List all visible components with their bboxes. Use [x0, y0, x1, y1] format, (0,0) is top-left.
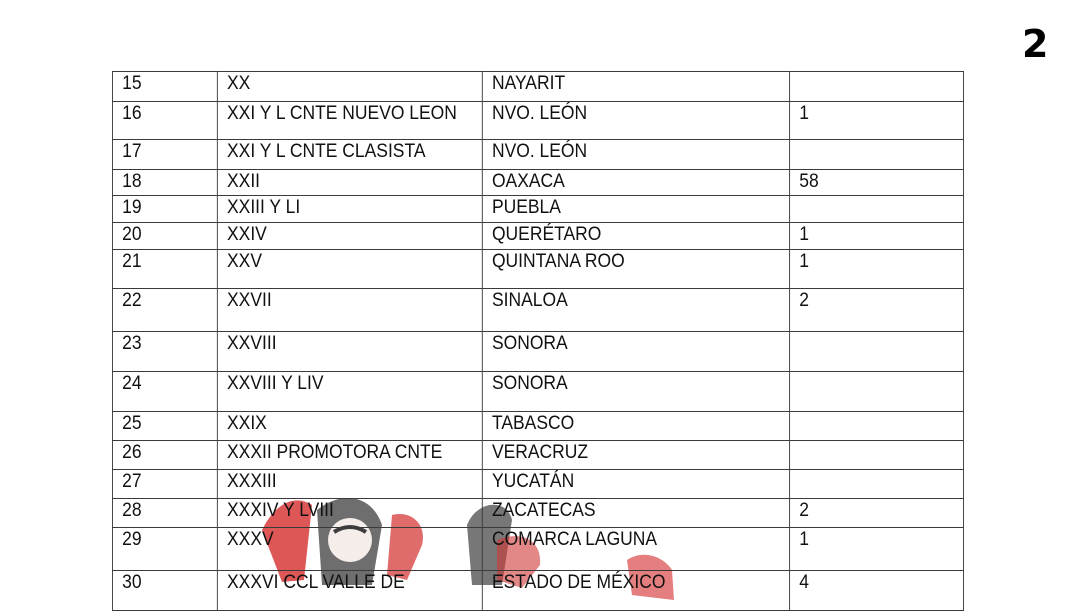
row-number-cell: 19: [112, 196, 217, 223]
page-number: 2: [1022, 22, 1049, 66]
table-row: [112, 528, 963, 571]
state-cell: PUEBLA: [482, 196, 789, 223]
count-cell: 2: [790, 289, 964, 332]
table-row: [112, 332, 963, 372]
table-row: [112, 412, 963, 441]
state-cell: NVO. LEÓN: [482, 102, 789, 140]
section-cell: XXIX: [217, 412, 482, 441]
table-row: [112, 372, 963, 412]
count-cell: [790, 441, 964, 470]
state-cell: NVO. LEÓN: [482, 140, 789, 170]
state-cell: TABASCO: [482, 412, 789, 441]
table-row: [112, 441, 963, 470]
row-number-cell: 27: [112, 470, 217, 499]
row-number-cell: 18: [112, 170, 217, 196]
section-cell: XXVII: [217, 289, 482, 332]
state-cell: QUINTANA ROO: [482, 250, 789, 289]
state-cell: QUERÉTARO: [482, 223, 789, 250]
section-cell: XXXV: [217, 528, 482, 571]
table-row: [112, 250, 963, 289]
section-cell: XXXVI CCL VALLE DE: [217, 571, 482, 611]
count-cell: [790, 372, 964, 412]
row-number-cell: 24: [112, 372, 217, 412]
table-row: [112, 470, 963, 499]
row-number-cell: 16: [112, 102, 217, 140]
count-cell: [790, 332, 964, 372]
state-cell: SONORA: [482, 332, 789, 372]
count-cell: [790, 140, 964, 170]
section-cell: XXIII Y LI: [217, 196, 482, 223]
section-cell: XXXII PROMOTORA CNTE: [217, 441, 482, 470]
state-cell: SONORA: [482, 372, 789, 412]
row-number-cell: 30: [112, 571, 217, 611]
section-cell: XXI Y L CNTE CLASISTA: [217, 140, 482, 170]
row-number-cell: 28: [112, 499, 217, 528]
table-row: [112, 196, 963, 223]
table-row: [112, 72, 963, 102]
section-cell: XXI Y L CNTE NUEVO LEON: [217, 102, 482, 140]
state-cell: ESTADO DE MÉXICO: [482, 571, 789, 611]
row-number-cell: 15: [112, 72, 217, 102]
row-number-cell: 25: [112, 412, 217, 441]
table-row: [112, 289, 963, 332]
section-cell: XXVIII: [217, 332, 482, 372]
row-number-cell: 29: [112, 528, 217, 571]
state-cell: OAXACA: [482, 170, 789, 196]
state-cell: NAYARIT: [482, 72, 789, 102]
count-cell: [790, 470, 964, 499]
table-row: [112, 140, 963, 170]
section-cell: XXXIV Y LVIII: [217, 499, 482, 528]
state-cell: VERACRUZ: [482, 441, 789, 470]
count-cell: [790, 72, 964, 102]
count-cell: 4: [790, 571, 964, 611]
row-number-cell: 23: [112, 332, 217, 372]
section-cell: XXV: [217, 250, 482, 289]
row-number-cell: 20: [112, 223, 217, 250]
row-number-cell: 26: [112, 441, 217, 470]
section-cell: XXVIII Y LIV: [217, 372, 482, 412]
section-cell: XXII: [217, 170, 482, 196]
count-cell: 2: [790, 499, 964, 528]
section-cell: XXXIII: [217, 470, 482, 499]
section-cell: XX: [217, 72, 482, 102]
row-number-cell: 21: [112, 250, 217, 289]
table-row: [112, 223, 963, 250]
count-cell: 1: [790, 250, 964, 289]
table-row: [112, 499, 963, 528]
count-cell: 1: [790, 102, 964, 140]
state-cell: ZACATECAS: [482, 499, 789, 528]
row-number-cell: 17: [112, 140, 217, 170]
count-cell: 1: [790, 528, 964, 571]
count-cell: [790, 196, 964, 223]
table-row: [112, 102, 963, 140]
count-cell: 1: [790, 223, 964, 250]
table-row: [112, 571, 963, 611]
row-number-cell: 22: [112, 289, 217, 332]
section-cell: XXIV: [217, 223, 482, 250]
sections-table: [112, 71, 964, 611]
count-cell: 58: [790, 170, 964, 196]
table-row: [112, 170, 963, 196]
count-cell: [790, 412, 964, 441]
state-cell: SINALOA: [482, 289, 789, 332]
state-cell: COMARCA LAGUNA: [482, 528, 789, 571]
state-cell: YUCATÁN: [482, 470, 789, 499]
